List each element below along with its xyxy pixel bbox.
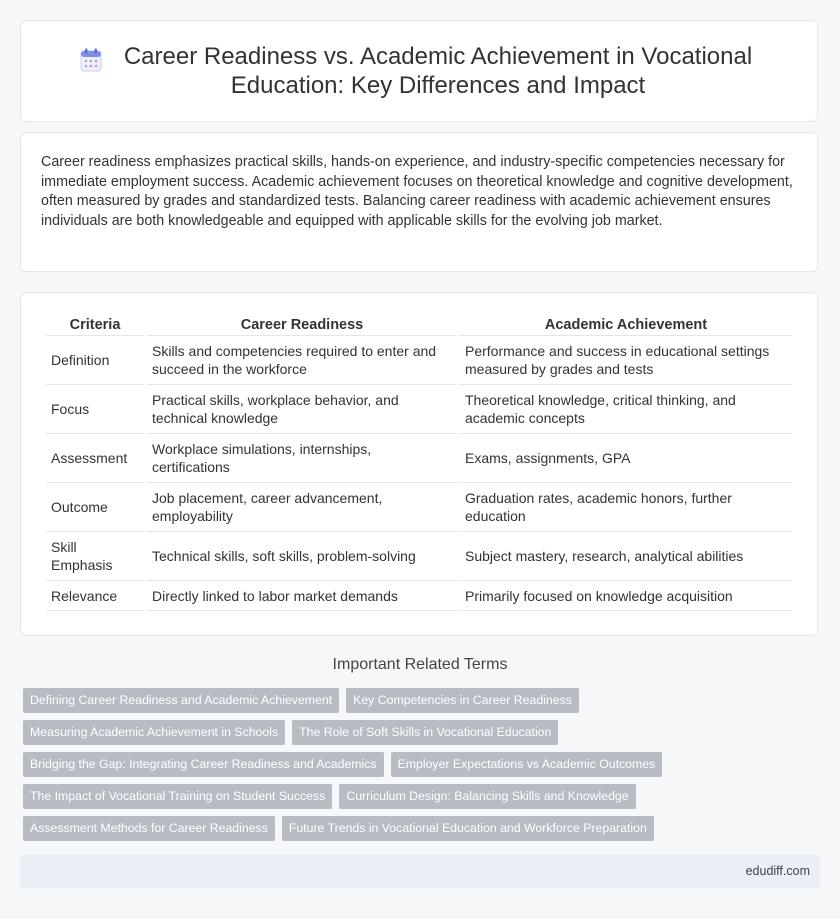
related-term-tag[interactable]: The Role of Soft Skills in Vocational Education [292,720,558,745]
table-row [46,336,792,385]
related-terms-title: Important Related Terms [332,656,508,673]
row-criteria: Assessment [46,434,144,483]
related-term-tag[interactable]: The Impact of Vocational Training on Student Success [23,784,332,809]
row-criteria: Outcome [46,483,144,532]
intro-paragraph: Career readiness emphasizes practical skills, hands-on experience, and industry-specific competencies necessary for immediate employment success. Academic achievement focuses on theoretical knowledge and cognitive development, often measured by grades and standardized tests. Balancing career readiness with academic achievement ensures individuals are both knowledgeable and equipped with applicable skills for the evolving job market. [41,154,793,229]
row-academic-achievement: Performance and success in educational settings measured by grades and tests [460,336,792,385]
row-academic-achievement: Theoretical knowledge, critical thinking, and academic concepts [460,385,792,434]
row-academic-achievement: Exams, assignments, GPA [460,434,792,483]
row-criteria: Skill Emphasis [46,532,144,581]
title-card [20,20,818,122]
row-criteria: Relevance [46,581,144,611]
intro-card [20,132,818,272]
row-criteria: Definition [46,336,144,385]
related-term-tag[interactable]: Defining Career Readiness and Academic Achievement [23,688,339,713]
calendar-icon [80,48,102,72]
page-title: Career Readiness vs. Academic Achievement in Vocational Education: Key Differences and Impact [123,43,753,99]
header-career-readiness: Career Readiness [147,313,457,336]
footer [20,855,820,888]
table-header-row [46,313,792,336]
table-row [46,581,792,611]
header-academic-achievement: Academic Achievement [460,313,792,336]
row-career-readiness: Practical skills, workplace behavior, and technical knowledge [147,385,457,434]
related-term-tag[interactable]: Bridging the Gap: Integrating Career Readiness and Academics [23,752,384,777]
row-career-readiness: Technical skills, soft skills, problem-solving [147,532,457,581]
row-career-readiness: Skills and competencies required to enter and succeed in the workforce [147,336,457,385]
row-career-readiness: Workplace simulations, internships, certifications [147,434,457,483]
row-academic-achievement: Subject mastery, research, analytical abilities [460,532,792,581]
related-term-tag[interactable]: Curriculum Design: Balancing Skills and Knowledge [339,784,635,809]
related-term-tag[interactable]: Future Trends in Vocational Education and Workforce Preparation [282,816,654,841]
comparison-table [43,313,795,611]
row-criteria: Focus [46,385,144,434]
related-term-tag[interactable]: Key Competencies in Career Readiness [346,688,579,713]
footer-site-link[interactable]: edudiff.com [745,864,810,878]
table-row [46,434,792,483]
header-criteria: Criteria [46,313,144,336]
row-academic-achievement: Graduation rates, academic honors, further education [460,483,792,532]
comparison-table-card [20,292,818,636]
related-term-tag[interactable]: Employer Expectations vs Academic Outcomes [391,752,663,777]
row-career-readiness: Directly linked to labor market demands [147,581,457,611]
table-row [46,532,792,581]
table-row [46,385,792,434]
table-row [46,483,792,532]
related-term-tag[interactable]: Assessment Methods for Career Readiness [23,816,275,841]
related-term-tag[interactable]: Measuring Academic Achievement in Schools [23,720,285,745]
row-academic-achievement: Primarily focused on knowledge acquisition [460,581,792,611]
row-career-readiness: Job placement, career advancement, employability [147,483,457,532]
related-terms-tags [23,688,823,848]
